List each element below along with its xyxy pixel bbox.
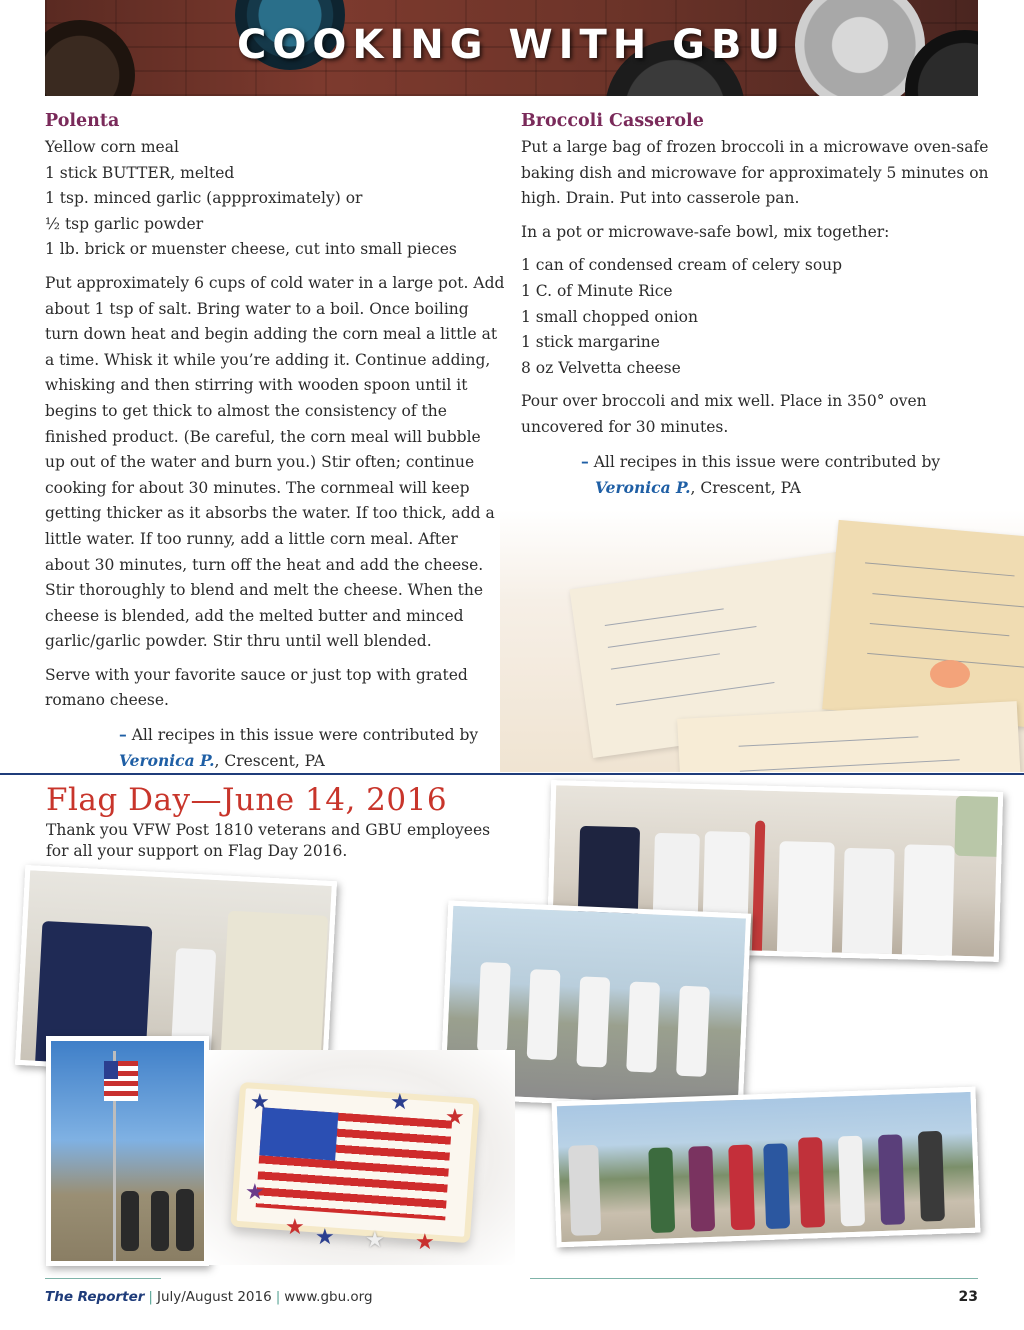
recipe-credit [521, 449, 991, 501]
ingredient-list [45, 135, 505, 263]
star-icon: ★ [250, 1090, 270, 1115]
star-icon: ★ [390, 1090, 410, 1115]
issue-date: July/August 2016 [156, 1289, 272, 1305]
header-banner [45, 0, 978, 96]
ingredient: 1 can of condensed cream of celery soup [521, 256, 843, 275]
recipe-cards-photo [500, 510, 1024, 772]
ingredient: 1 C. of Minute Rice [521, 281, 673, 300]
credit-dash: – [119, 725, 127, 745]
footer-rule [530, 1278, 978, 1279]
recipe-finish: Pour over broccoli and mix well. Place in 350° oven uncovered for 30 minutes. [521, 392, 927, 436]
recipe-directions: Put approximately 6 cups of cold water in a large pot. Add about 1 tsp of salt. Bring water to a boil. Once boiling turn down heat and begin adding the corn meal a little at a time. Whisk it while you’re adding it. Continue adding, whisking and then stirring with wooden spoon until it begins to get thick to almost the consistency of the finished product. (Be careful, the corn meal will bubble up out of the water and burn you.) Stir often; continue cooking for about 30 minutes. The cornmeal will keep getting thicker as it absorbs the water. If too thick, add a little water. If too runny, add a little corn meal. After about 30 minutes, turn off the heat and add the cheese. Stir thoroughly to blend and melt the cheese. When the cheese is blended, add the melted butter and minced garlic/garlic powder. Stir thru until well blended. [45, 273, 505, 651]
star-icon: ★ [415, 1230, 435, 1255]
credit-name: Veronica P. [595, 477, 691, 497]
footer-separator: | [275, 1289, 281, 1305]
section-title: COOKING WITH GBU [237, 22, 786, 68]
ingredient: ½ tsp garlic powder [45, 214, 204, 233]
ingredient: 1 stick BUTTER, melted [45, 163, 235, 182]
star-icon: ★ [245, 1180, 265, 1205]
polenta-recipe [45, 108, 505, 774]
credit-dash: – [581, 451, 589, 471]
flag-cake-photo [205, 1050, 515, 1265]
star-icon: ★ [445, 1105, 465, 1130]
footer [45, 1289, 373, 1305]
recipe-title: Polenta [45, 111, 120, 131]
ingredient: 1 small chopped onion [521, 307, 698, 326]
page-number: 23 [958, 1289, 978, 1305]
section-divider [0, 773, 1024, 775]
flag-day-text: Thank you VFW Post 1810 veterans and GBU employees for all your support on Flag Day 2016. [46, 821, 491, 860]
employees-group-photo [552, 1087, 981, 1248]
recipe-title: Broccoli Casserole [521, 111, 704, 131]
recipe-intro: Put a large bag of frozen broccoli in a microwave oven-safe baking dish and microwave for approximately 5 minutes on high. Drain. Put into casserole pan. [521, 138, 989, 208]
ingredient: 1 stick margarine [521, 333, 660, 352]
heart-shape [930, 660, 970, 688]
credit-text: All recipes in this issue were contributed by [131, 726, 479, 745]
star-icon: ★ [315, 1225, 335, 1250]
credit-place: , Crescent, PA [690, 478, 801, 497]
recipe-credit [45, 722, 505, 774]
recipe-serving-note: Serve with your favorite sauce or just top with grated romano cheese. [45, 665, 468, 710]
website[interactable]: www.gbu.org [284, 1289, 373, 1305]
recipe-mix-line: In a pot or microwave-safe bowl, mix together: [521, 222, 890, 241]
ingredient: Yellow corn meal [45, 138, 179, 156]
credit-place: , Crescent, PA [214, 752, 325, 771]
broccoli-recipe [521, 108, 991, 501]
star-icon: ★ [285, 1215, 305, 1240]
ingredient: 1 tsp. minced garlic (appproximately) or [45, 189, 363, 208]
credit-name: Veronica P. [119, 751, 215, 771]
ingredient: 8 oz Velvetta cheese [521, 358, 681, 377]
publication-name: The Reporter [45, 1289, 145, 1305]
ingredient-list [521, 253, 991, 381]
footer-rule [45, 1278, 161, 1279]
footer-separator: | [148, 1289, 153, 1305]
ingredient: 1 lb. brick or muenster cheese, cut into small pieces [45, 240, 457, 259]
flagpole-photo [46, 1036, 209, 1266]
star-icon: ★ [365, 1228, 385, 1253]
recipe-card-image [822, 520, 1024, 730]
flag-day-title: Flag Day—June 14, 2016 [46, 782, 448, 818]
credit-text: All recipes in this issue were contributed by [593, 452, 941, 471]
